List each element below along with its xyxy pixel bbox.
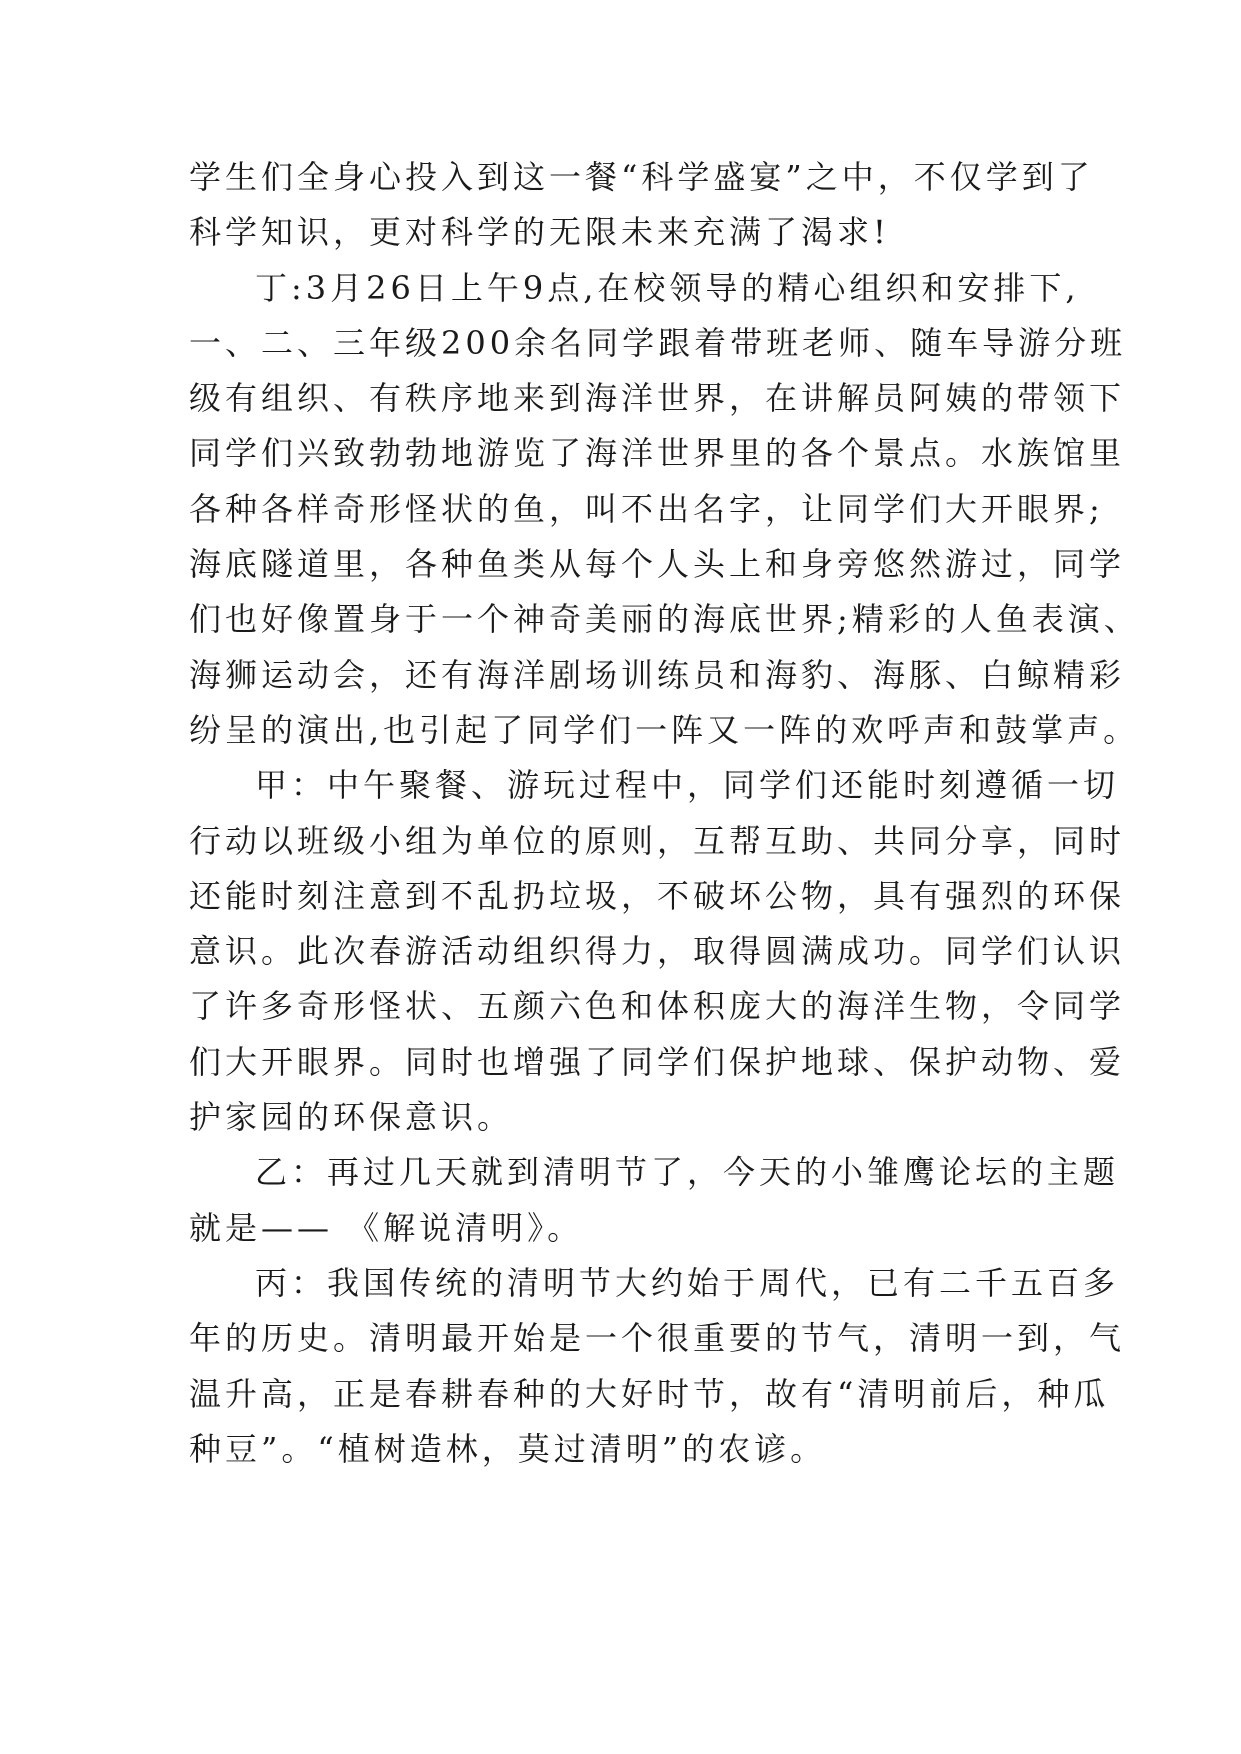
text-line: 学生们全身心投入到这一餐“科学盛宴”之中，不仅学到了 — [189, 158, 1094, 196]
text-line: 种豆”。“植树造林，莫过清明”的农谚。 — [189, 1429, 827, 1468]
text-line: 乙：再过几天就到清明节了，今天的小雏鹰论坛的主题 — [255, 1153, 1120, 1192]
text-line: 各种各样奇形怪状的鱼，叫不出名字，让同学们大开眼界; — [189, 489, 1104, 528]
text-line: 海狮运动会，还有海洋剧场训练员和海豹、海豚、白鲸精彩 — [189, 655, 1126, 694]
text-line: 科学知识，更对科学的无限未来充满了渴求! — [189, 213, 890, 252]
text-line: 还能时刻注意到不乱扔垃圾，不破坏公物，具有强烈的环保 — [189, 876, 1126, 915]
text-line: 纷呈的演出,也引起了同学们一阵又一阵的欢呼声和鼓掌声。 — [189, 710, 1140, 749]
text-line: 同学们兴致勃勃地游览了海洋世界里的各个景点。水族馆里 — [189, 434, 1126, 473]
text-line: 海底隧道里，各种鱼类从每个人头上和身旁悠然游过，同学 — [189, 545, 1126, 584]
paragraph — [189, 1145, 1219, 1256]
document-body — [189, 150, 1219, 1477]
text-line: 年的历史。清明最开始是一个很重要的节气，清明一到，气 — [189, 1319, 1126, 1358]
text-line: 就是—— 《解说清明》。 — [189, 1208, 584, 1247]
text-line: 丁:3月26日上午9点,在校领导的精心组织和安排下, — [255, 268, 1080, 307]
paragraph — [189, 261, 1219, 759]
paragraph — [189, 758, 1219, 1145]
paragraph — [189, 150, 1219, 261]
text-line: 甲：中午聚餐、游玩过程中，同学们还能时刻遵循一切 — [255, 766, 1120, 805]
text-line: 丙：我国传统的清明节大约始于周代，已有二千五百多 — [255, 1263, 1120, 1302]
text-line: 们也好像置身于一个神奇美丽的海底世界;精彩的人鱼表演、 — [189, 600, 1140, 639]
text-line: 了许多奇形怪状、五颜六色和体积庞大的海洋生物，令同学 — [189, 987, 1126, 1026]
text-line: 级有组织、有秩序地来到海洋世界，在讲解员阿姨的带领下 — [189, 379, 1126, 418]
text-line: 一、二、三年级200余名同学跟着带班老师、随车导游分班 — [189, 323, 1127, 362]
text-line: 护家园的环保意识。 — [189, 1098, 514, 1137]
text-line: 温升高，正是春耕春种的大好时节，故有“清明前后，种瓜 — [189, 1374, 1110, 1413]
text-line: 意识。此次春游活动组织得力，取得圆满成功。同学们认识 — [189, 932, 1126, 971]
text-line: 们大开眼界。同时也增强了同学们保护地球、保护动物、爱 — [189, 1042, 1126, 1081]
text-line: 行动以班级小组为单位的原则，互帮互助、共同分享，同时 — [189, 821, 1126, 860]
paragraph — [189, 1256, 1219, 1477]
